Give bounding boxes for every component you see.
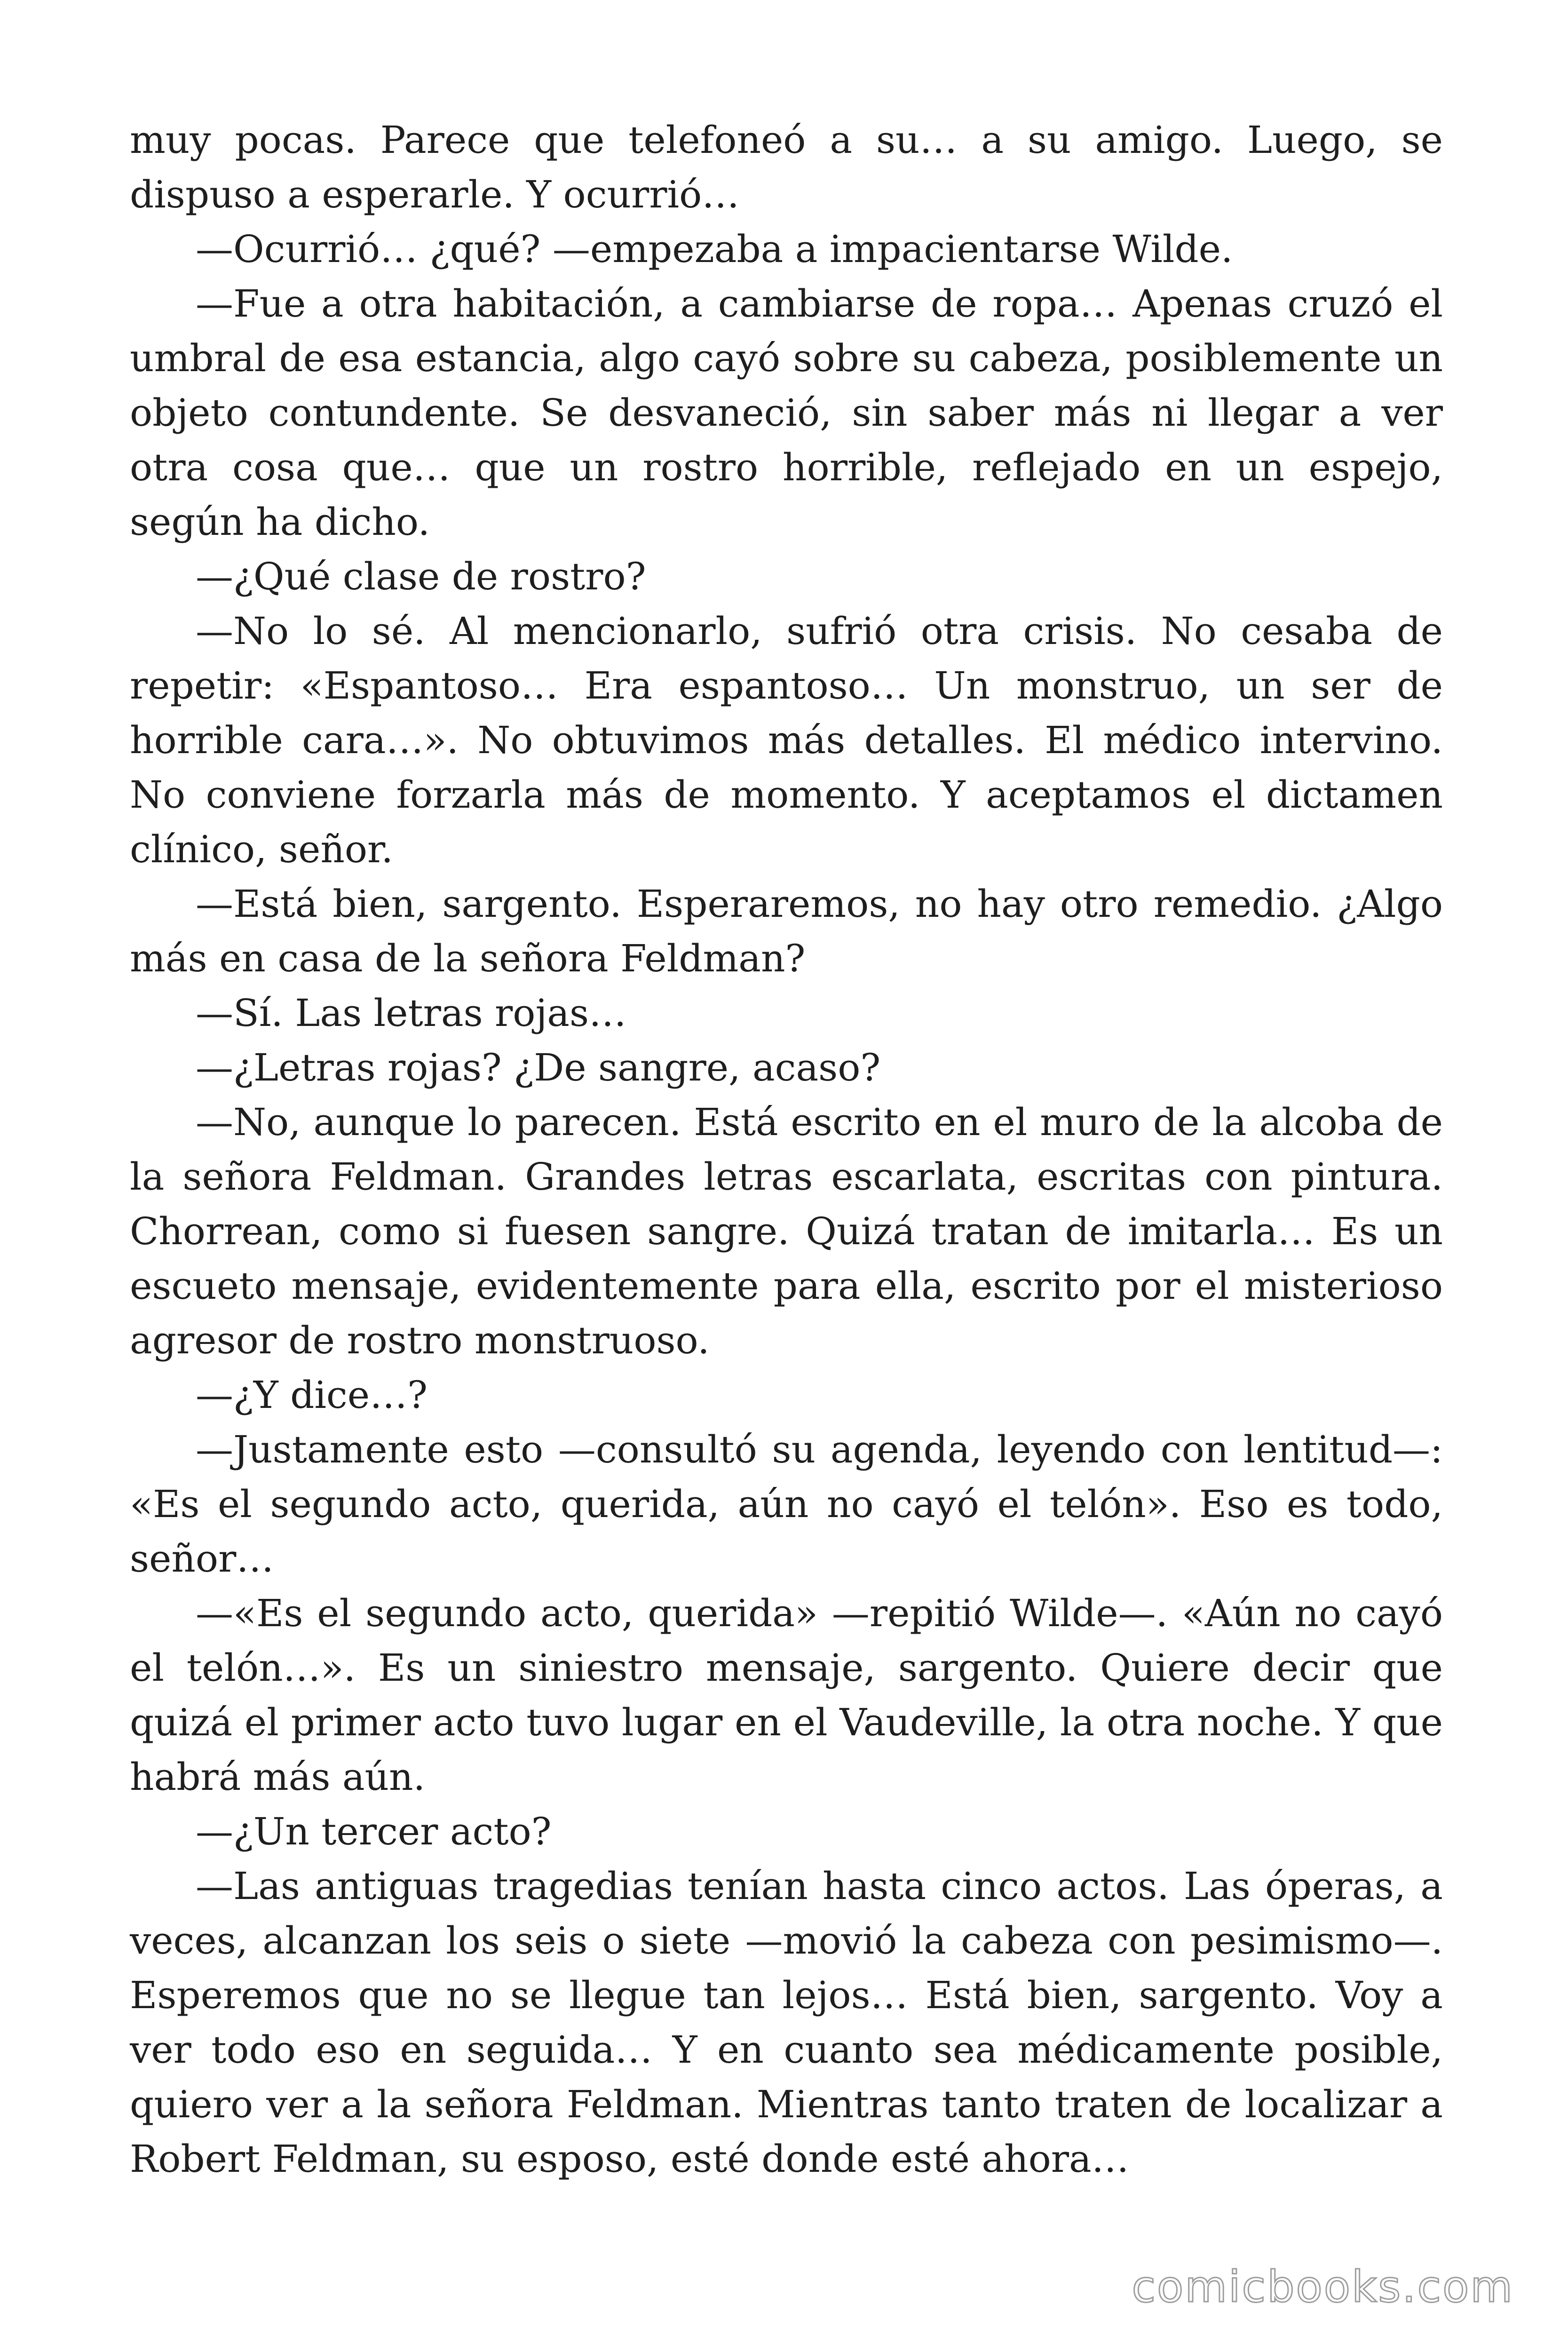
paragraph: —Justamente esto —consultó su agenda, leyendo con lentitud—: «Es el segundo acto, querida, aún no cayó el telón». Eso es todo, señor… — [130, 1428, 1443, 1581]
paragraph: —¿Y dice…? — [196, 1373, 428, 1417]
watermark: comicbooks.com — [1132, 2262, 1514, 2312]
paragraph: —Ocurrió… ¿qué? —empezaba a impacientarse Wilde. — [196, 227, 1233, 271]
paragraph: —Fue a otra habitación, a cambiarse de ropa… Apenas cruzó el umbral de esa estancia, algo cayó sobre su cabeza, posiblemente un objeto contundente. Se desvaneció, sin saber más ni llegar a ver otra cosa que… que un rostro horrible, reflejado en un espejo, según ha dicho. — [130, 282, 1443, 544]
page-body-text — [130, 113, 1443, 2186]
paragraph: —Sí. Las letras rojas… — [196, 991, 627, 1035]
paragraph: —Está bien, sargento. Esperaremos, no hay otro remedio. ¿Algo más en casa de la señora Feldman? — [130, 882, 1443, 980]
paragraph: —¿Qué clase de rostro? — [196, 555, 646, 598]
paragraph: —¿Un tercer acto? — [196, 1810, 552, 1853]
paragraph: —No lo sé. Al mencionarlo, sufrió otra crisis. No cesaba de repetir: «Espantoso… Era espantoso… Un monstruo, un ser de horrible cara…». No obtuvimos más detalles. El médico intervino. No conviene forzarla más de momento. Y aceptamos el dictamen clínico, señor. — [130, 609, 1443, 871]
paragraph: —«Es el segundo acto, querida» —repitió Wilde—. «Aún no cayó el telón…». Es un siniestro mensaje, sargento. Quiere decir que quizá el primer acto tuvo lugar en el Vaudeville, la otra noche. Y que habrá más aún. — [130, 1591, 1443, 1799]
paragraph: —No, aunque lo parecen. Está escrito en el muro de la alcoba de la señora Feldman. Grandes letras escarlata, escritas con pintura. Chorrean, como si fuesen sangre. Quizá tratan de imitarla… Es un escueto mensaje, evidentemente para ella, escrito por el misterioso agresor de rostro monstruoso. — [130, 1100, 1443, 1362]
paragraph: —Las antiguas tragedias tenían hasta cinco actos. Las óperas, a veces, alcanzan los seis o siete —movió la cabeza con pesimismo—. Esperemos que no se llegue tan lejos… Está bien, sargento. Voy a ver todo eso en seguida… Y en cuanto sea médicamente posible, quiero ver a la señora Feldman. Mientras tanto traten de localizar a Robert Feldman, su esposo, esté donde esté ahora… — [130, 1864, 1443, 2181]
paragraph: —¿Letras rojas? ¿De sangre, acaso? — [196, 1046, 881, 1089]
paragraph-continuation: muy pocas. Parece que telefoneó a su… a su amigo. Luego, se dispuso a esperarle. Y ocurrió… — [130, 118, 1443, 216]
